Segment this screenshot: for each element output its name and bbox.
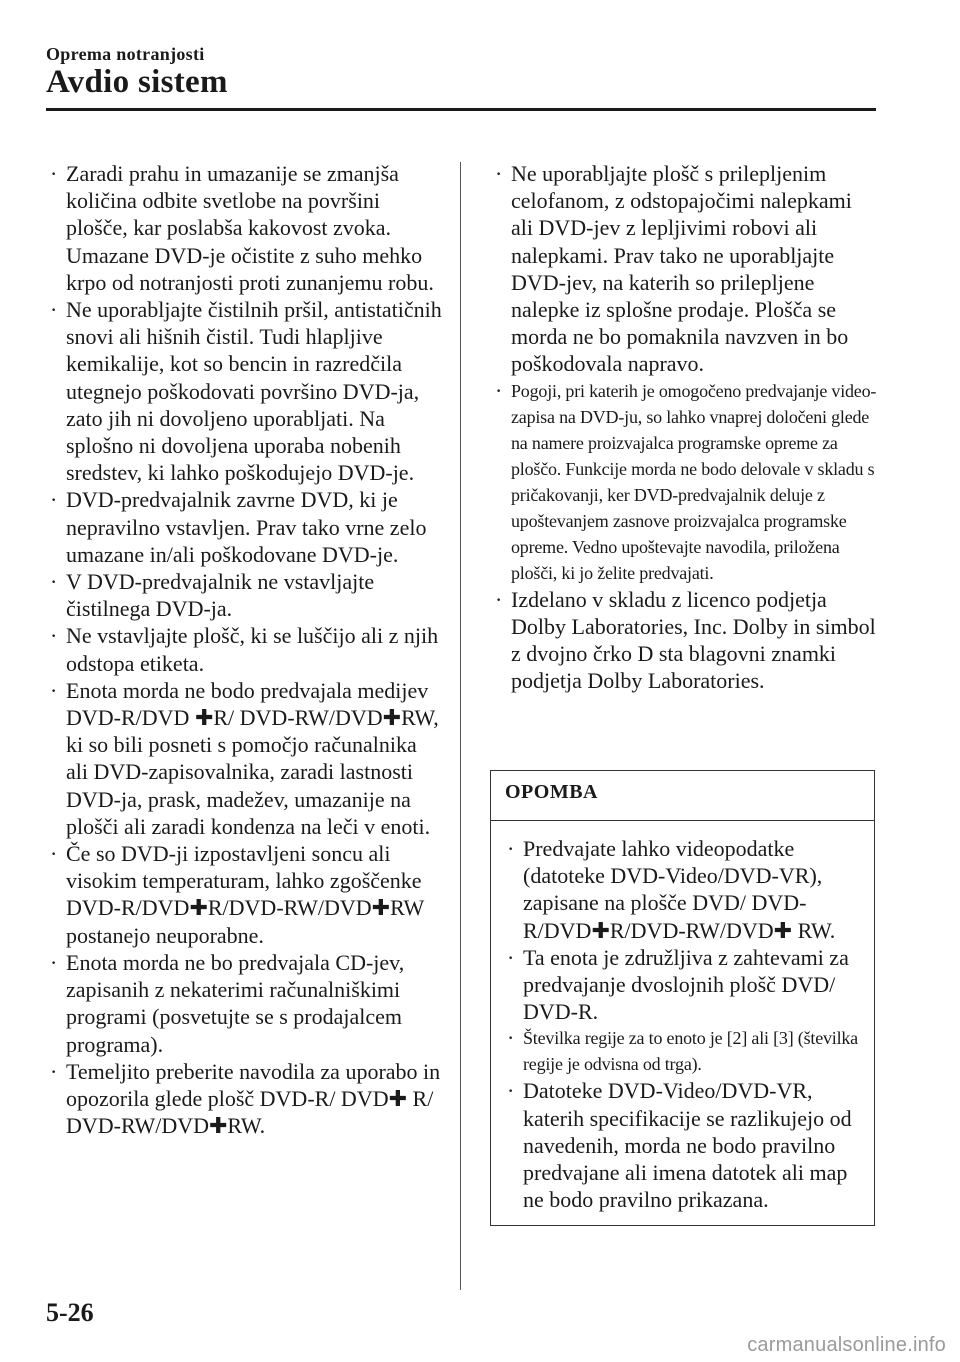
- list-item: · Zaradi prahu in umazanije se zmanjša količina odbite svetlobe na površini plošče, kar poslabša kakovost zvoka. Umazane DVD-je očistite z suho mehko krpo od notranjosti proti zunanjemu robu.: [48, 160, 443, 296]
- left-column: [48, 160, 443, 1139]
- list-item: · Temeljito preberite navodila za uporabo in opozorila glede plošč DVD-R/ DVD✚ R/ DVD-RW/DVD✚RW.: [48, 1058, 443, 1140]
- list-item: · Ne vstavljajte plošč, ki se luščijo ali z njih odstopa etiketa.: [48, 622, 443, 676]
- list-item: · Izdelano v skladu z licenco podjetja Dolby Laboratories, Inc. Dolby in simbol z dvojno črko D sta blagovni znamki podjetja Dolby Laboratories.: [493, 586, 878, 695]
- list-item: · Enota morda ne bodo predvajala medijev DVD-R/DVD ✚R/ DVD-RW/DVD✚RW, ki so bili posneti s pomočjo računalnika ali DVD-zapisovalnika, zaradi lastnosti DVD-ja, prask, madežev, umazanije na plošči ali zaradi kondenza na leči v enoti.: [48, 677, 443, 840]
- page-title: Avdio sistem: [46, 64, 228, 100]
- note-heading: OPOMBA: [491, 771, 874, 821]
- watermark: carmanualsonline.info: [747, 1334, 946, 1356]
- list-item: · DVD-predvajalnik zavrne DVD, ki je nepravilno vstavljen. Prav tako vrne zelo umazane in/ali poškodovane DVD-je.: [48, 486, 443, 568]
- column-divider: [460, 162, 461, 1290]
- list-item: · Pogoji, pri katerih je omogočeno predvajanje video-zapisa na DVD-ju, so lahko vnaprej določeni glede na namere proizvajalca programske opreme za ploščo. Funkcije morda ne bodo delovale v skladu s pričakovanji, ker DVD-predvajalnik deluje z upoštevanjem zasnove proizvajalca programske opreme. Vedno upoštevajte navodila, priložena plošči, ki jo želite predvajati.: [493, 378, 878, 586]
- title-rule: [46, 108, 876, 111]
- list-item: · Enota morda ne bo predvajala CD-jev, zapisanih z nekaterimi računalniškimi programi (posvetujte se s prodajalcem programa).: [48, 949, 443, 1058]
- list-item: · Ne uporabljajte plošč s prilepljenim celofanom, z odstopajočimi nalepkami ali DVD-jev z lepljivimi robovi ali nalepkami. Prav tako ne uporabljajte DVD-jev, na katerih so prilepljene nalepke iz splošne prodaje. Plošča se morda ne bo pomaknila navzven in bo poškodovala napravo.: [493, 160, 878, 378]
- note-item: · Številka regije za to enoto je [2] ali [3] (številka regije je odvisna od trga).: [505, 1025, 862, 1077]
- list-item: · Ne uporabljajte čistilnih pršil, antistatičnih snovi ali hišnih čistil. Tudi hlapljive kemikalije, kot so bencin in razredčila utegnejo poškodovati površino DVD-ja, zato jih ni dovoljeno uporabljati. Na splošno ni dovoljena uporaba nobenih sredstev, ki lahko poškodujejo DVD-je.: [48, 296, 443, 486]
- list-item: · Če so DVD-ji izpostavljeni soncu ali visokim temperaturam, lahko zgoščenke DVD-R/DVD✚R/DVD-RW/DVD✚RW postanejo neuporabne.: [48, 840, 443, 949]
- section-label: Oprema notranjosti: [46, 44, 205, 64]
- note-item: · Datoteke DVD-Video/DVD-VR, katerih specifikacije se razlikujejo od navedenih, morda ne bodo pravilno predvajane ali imena datotek ali map ne bodo pravilno prikazana.: [505, 1077, 862, 1213]
- note-item: · Predvajate lahko videopodatke (datoteke DVD-Video/DVD-VR), zapisane na plošče DVD/ DVD-R/DVD✚R/DVD-RW/DVD✚ RW.: [505, 835, 862, 944]
- note-box: [490, 770, 875, 1226]
- note-item: · Ta enota je združljiva z zahtevami za predvajanje dvoslojnih plošč DVD/ DVD-R.: [505, 944, 862, 1026]
- right-column: [493, 160, 878, 694]
- list-item: · V DVD-predvajalnik ne vstavljajte čistilnega DVD-ja.: [48, 568, 443, 622]
- page-number: 5-26: [46, 1298, 94, 1327]
